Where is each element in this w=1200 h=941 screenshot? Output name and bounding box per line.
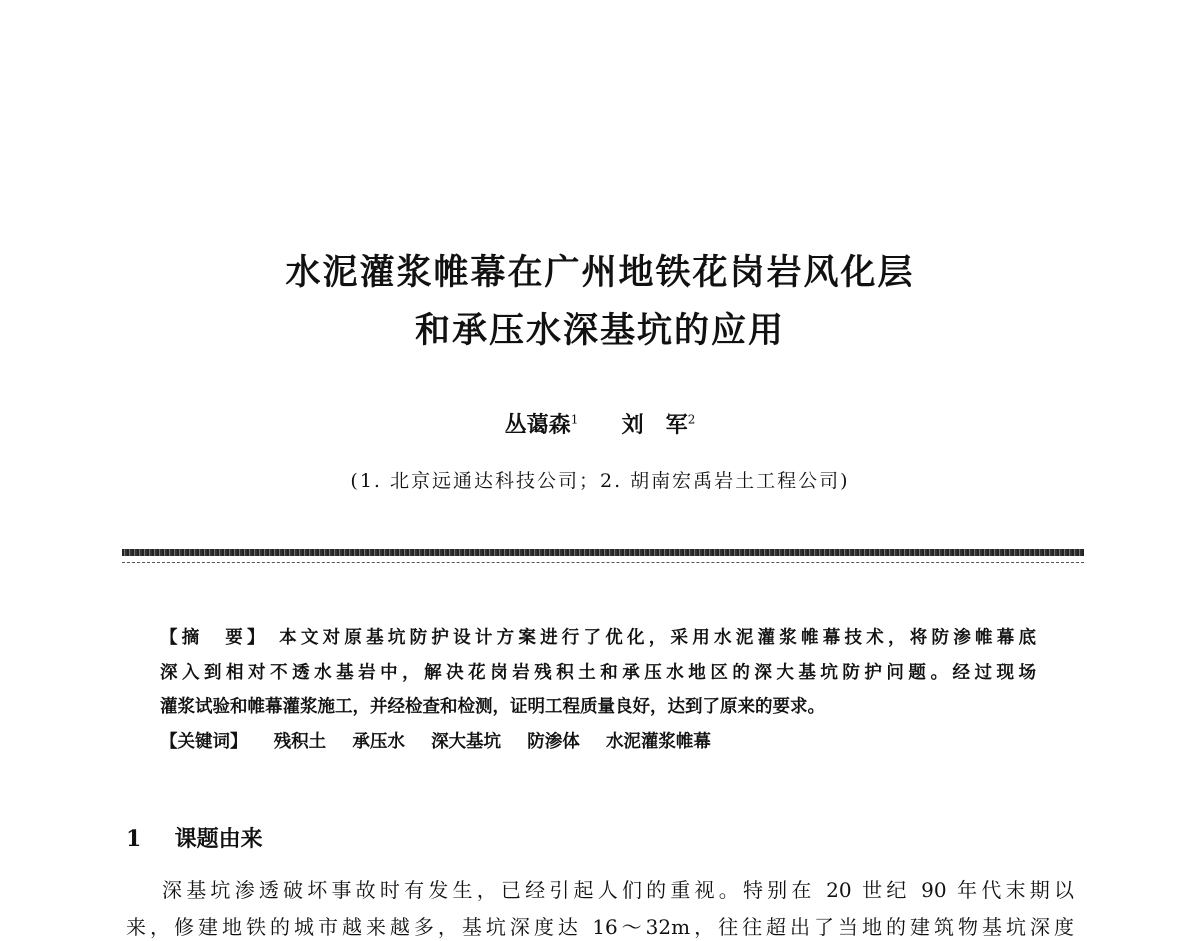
keyword: 防渗体	[527, 732, 580, 752]
body-paragraph-line: 深基坑渗透破坏事故时有发生，已经引起人们的重视。特别在 20 世纪 90 年代末期以	[162, 878, 1074, 902]
header-rule	[122, 549, 1084, 556]
section-title: 课题由来	[174, 826, 263, 852]
keyword: 水泥灌浆帷幕	[605, 732, 711, 752]
author-affil-mark: 1	[570, 412, 579, 427]
section-number: 1	[126, 826, 142, 852]
keyword: 深大基坑	[431, 732, 502, 752]
section-heading	[126, 822, 263, 853]
author-affil-mark: 2	[687, 412, 696, 427]
authors	[0, 408, 1200, 439]
keywords	[160, 728, 711, 753]
paper-title-line-1: 水泥灌浆帷幕在广州地铁花岗岩风化层	[285, 253, 915, 293]
affiliations: (1. 北京远通达科技公司；2. 胡南宏禹岩土工程公司)	[350, 470, 850, 492]
header-rule-thin	[122, 562, 1084, 564]
abstract-line	[160, 624, 1036, 649]
abstract-text: 本文对原基坑防护设计方案进行了优化，采用水泥灌浆帷幕技术，将防渗帷幕底	[279, 628, 1037, 648]
body-paragraph-line: 来，修建地铁的城市越来越多，基坑深度达 16～32m，往往超出了当地的建筑物基坑深度	[126, 915, 1074, 939]
abstract-line: 深入到相对不透水基岩中，解决花岗岩残积土和承压水地区的深大基坑防护问题。经过现场	[160, 663, 1036, 683]
keywords-label: 【关键词】	[160, 732, 248, 752]
keyword: 残积土	[273, 732, 327, 752]
paper-title-line-2: 和承压水深基坑的应用	[414, 311, 785, 351]
author-name: 丛蔼森	[504, 412, 571, 438]
abstract-label: 【摘 要】	[160, 628, 269, 648]
abstract-line: 灌浆试验和帷幕灌浆施工，并经检查和检测，证明工程质量良好，达到了原来的要求。	[160, 697, 825, 717]
author-name: 刘 军	[621, 412, 688, 438]
keyword: 承压水	[352, 732, 405, 752]
